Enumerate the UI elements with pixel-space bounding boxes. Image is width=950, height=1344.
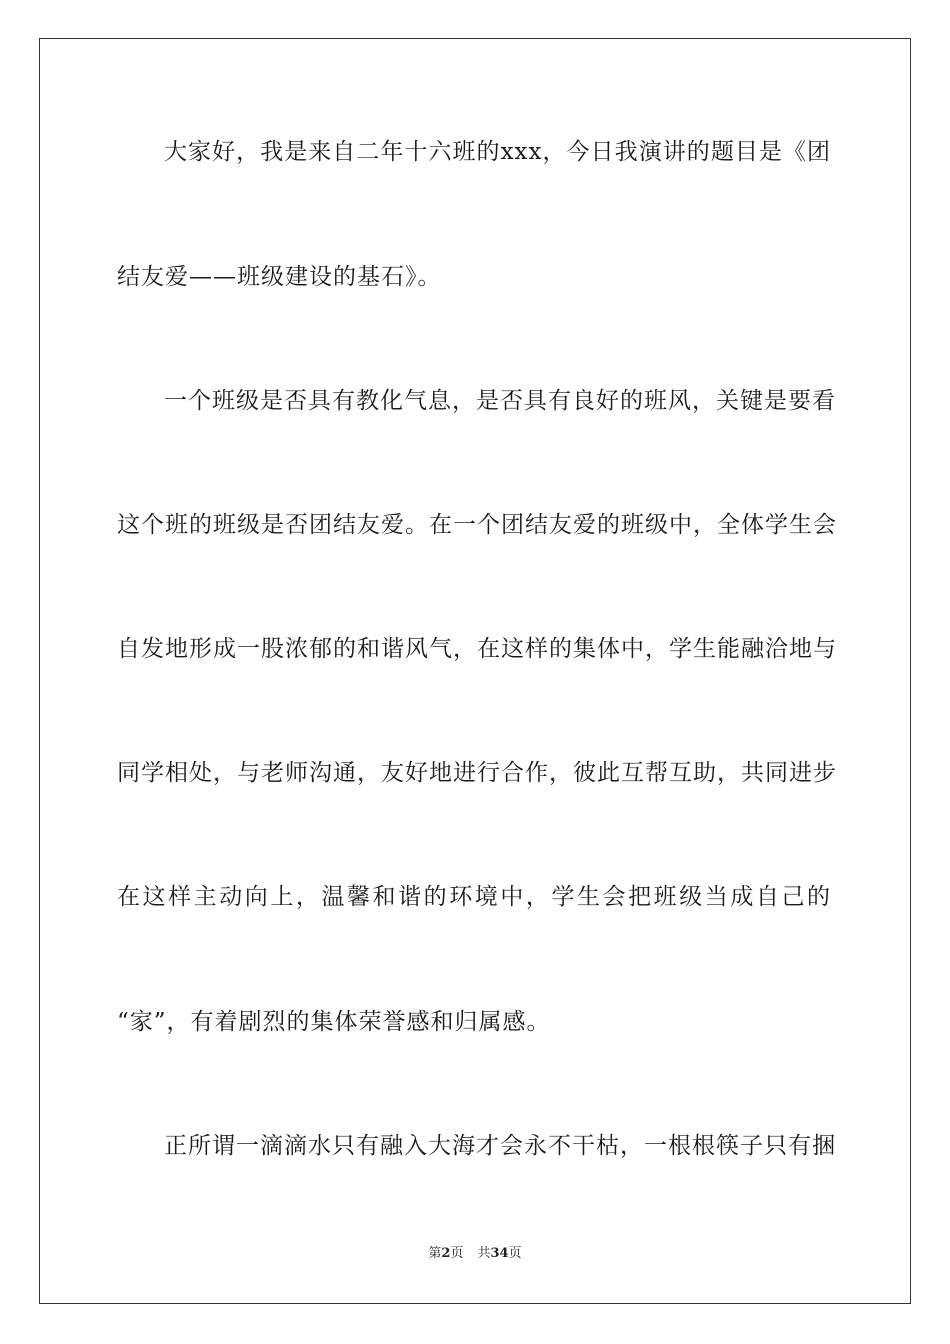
page-border [39,38,911,1304]
page-number: 2 [441,1246,451,1261]
paragraph-1-line-1: 大家好，我是来自二年十六班的xxx，今日我演讲的题目是《团 [164,139,831,165]
page-prefix: 第 [428,1246,442,1261]
paragraph-2-line-4: 同学相处，与老师沟通，友好地进行合作，彼此互帮互助，共同进步 [117,760,837,786]
paragraph-2-line-2: 这个班的班级是否团结友爱。在一个团结友爱的班级中，全体学生会 [117,512,837,538]
page-footer [0,1245,950,1263]
total-prefix: 共 [477,1246,491,1261]
paragraph-2-line-3: 自发地形成一股浓郁的和谐风气，在这样的集体中，学生能融洽地与 [117,636,837,662]
paragraph-1-line-2: 结友爱——班级建设的基石》。 [117,264,442,290]
paragraph-2-line-6: “家”，有着剧烈的集体荣誉感和归属感。 [117,1009,551,1035]
paragraph-2-line-5: 在这样主动向上，温馨和谐的环境中，学生会把班级当成自己的 [117,884,831,910]
total-pages: 34 [490,1246,509,1261]
total-unit: 页 [508,1246,522,1261]
paragraph-2-line-1: 一个班级是否具有教化气息，是否具有良好的班风，关键是要看 [164,388,836,414]
paragraph-3-line-1: 正所谓一滴滴水只有融入大海才会永不干枯，一根根筷子只有捆 [164,1133,836,1159]
page-unit: 页 [450,1246,464,1261]
